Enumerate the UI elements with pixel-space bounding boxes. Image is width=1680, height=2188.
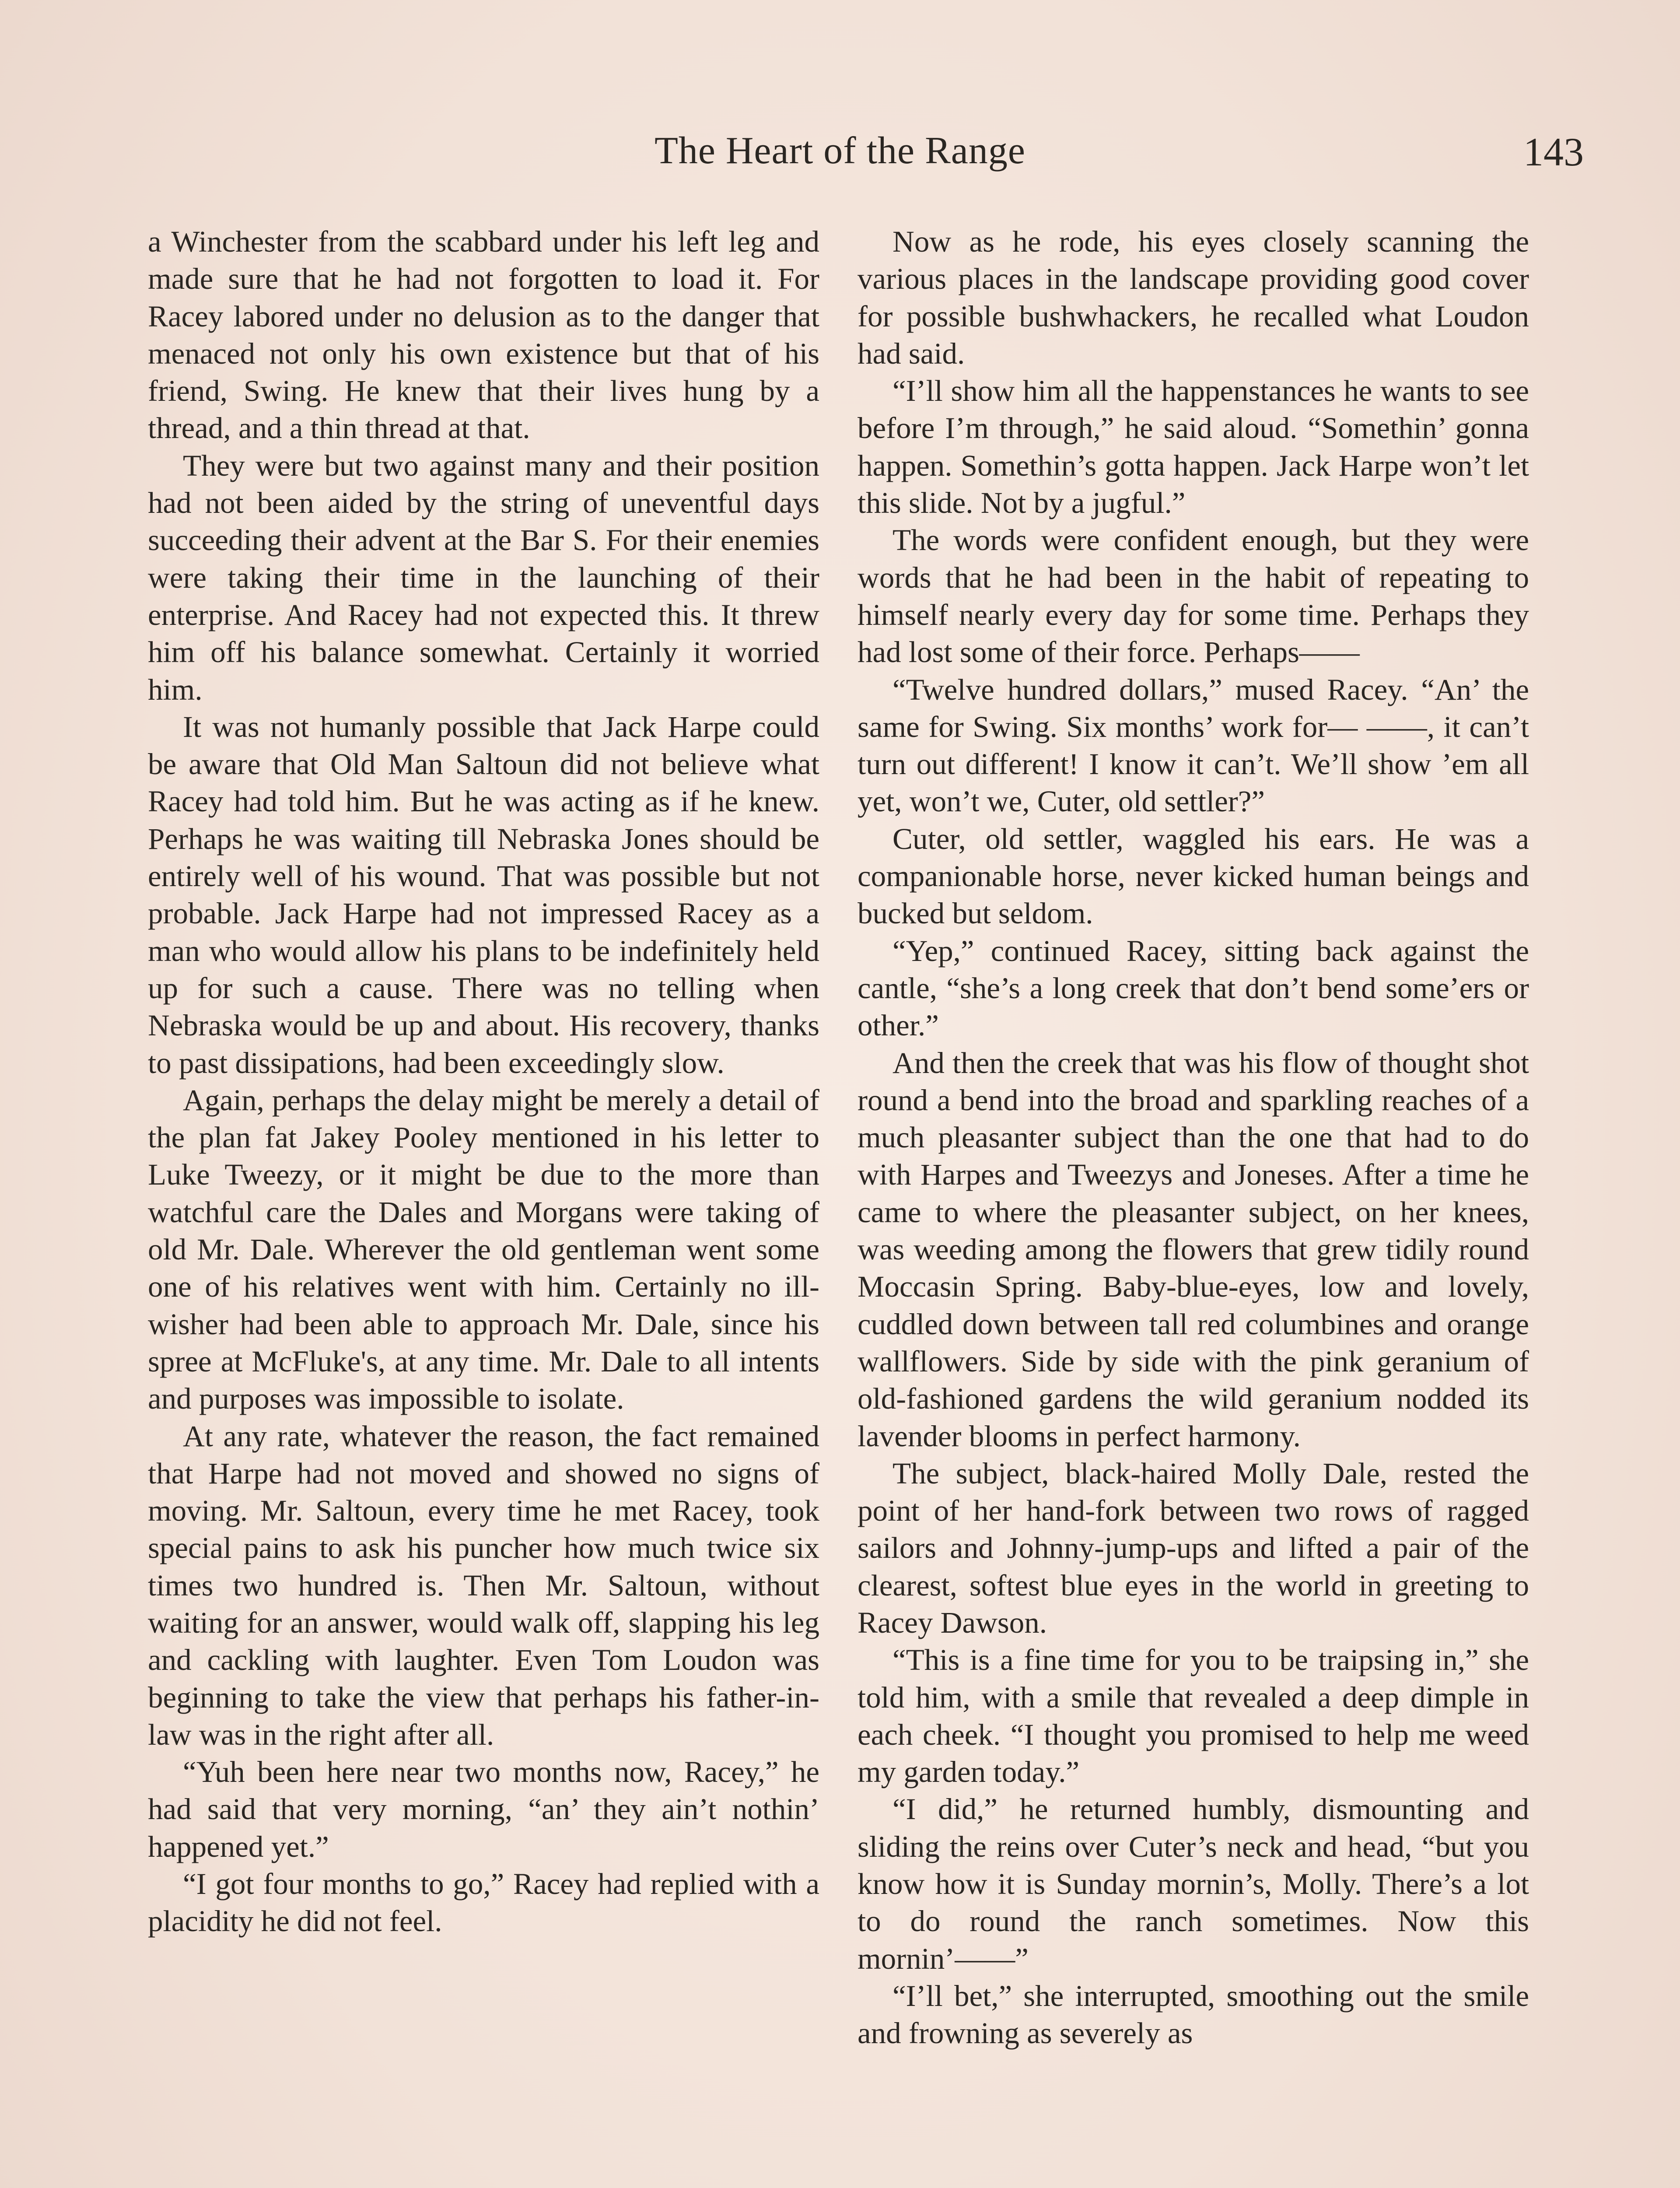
left-column <box>148 223 819 1940</box>
paragraph: “I got four months to go,” Racey had replied with a placidity he did not feel. <box>148 1867 819 1938</box>
paragraph: “Yuh been here near two months now, Racey,” he had said that very morning, “an’ they ain’t nothin’ happened yet.” <box>148 1755 819 1863</box>
paragraph: It was not humanly possible that Jack Harpe could be aware that Old Man Saltoun did not believe what Racey had told him. But he was acting as if he knew. Perhaps he was waiting till Nebraska Jones should be entirely well of his wound. That was possible but not probable. Jack Harpe had not impressed Racey as a man who would allow his plans to be indefinitely held up for such a cause. There was no telling when Nebraska would be up and about. His recovery, thanks to past dissipations, had been exceedingly slow. <box>148 710 819 1080</box>
paragraph: “I’ll show him all the happenstances he wants to see before I’m through,” he said aloud. “Somethin’ gonna happen. Somethin’s gotta happen. Jack Harpe won’t let this slide. Not by a jugful.” <box>858 374 1529 520</box>
paragraph: “This is a fine time for you to be traipsing in,” she told him, with a smile that revealed a deep dimple in each cheek. “I thought you promised to help me weed my garden today.” <box>858 1643 1529 1789</box>
paragraph: The subject, black-haired Molly Dale, rested the point of her hand-fork between two rows of ragged sailors and Johnny-jump-ups and lifted a pair of the clearest, softest blue eyes in the world in greeting to Racey Dawson. <box>858 1456 1529 1639</box>
paragraph: The words were confident enough, but they were words that he had been in the habit of repeating to himself nearly every day for some time. Perhaps they had lost some of their force. Perhaps—— <box>858 523 1529 669</box>
paragraph: At any rate, whatever the reason, the fact remained that Harpe had not moved and showed no signs of moving. Mr. Saltoun, every time he met Racey, took special pains to ask his puncher how much twice six times two hundred is. Then Mr. Saltoun, without waiting for an answer, would walk off, slapping his leg and cackling with laughter. Even Tom Loudon was beginning to take the view that perhaps his father-in-law was in the right after all. <box>148 1419 819 1751</box>
paragraph: a Winchester from the scabbard under his left leg and made sure that he had not forgotten to load it. For Racey labored under no delusion as to the danger that menaced not only his own existence but that of his friend, Swing. He knew that their lives hung by a thread, and a thin thread at that. <box>148 225 819 445</box>
paragraph: Again, perhaps the delay might be merely a detail of the plan fat Jakey Pooley mentioned in his letter to Luke Tweezy, or it might be due to the more than watchful care the Dales and Morgans were taking of old Mr. Dale. Wherever the old gentleman went some one of his relatives went with him. Certainly no ill-wisher had been able to approach Mr. Dale, since his spree at McFluke's, at any time. Mr. Dale to all intents and purposes was impossible to isolate. <box>148 1083 819 1416</box>
running-title: The Heart of the Range <box>654 130 1026 172</box>
paragraph: “I’ll bet,” she interrupted, smoothing out the smile and frowning as severely as <box>858 1979 1529 2050</box>
paragraph: Cuter, old settler, waggled his ears. He was a companionable horse, never kicked human beings and bucked but seldom. <box>858 822 1529 930</box>
paragraph: Now as he rode, his eyes closely scanning the various places in the landscape providing good cover for possible bushwhackers, he recalled what Loudon had said. <box>858 225 1529 370</box>
paragraph: “I did,” he returned humbly, dismounting and sliding the reins over Cuter’s neck and head, “but you know how it is Sunday mornin’s, Molly. There’s a lot to do round the ranch sometimes. Now this mornin’——” <box>858 1792 1529 1975</box>
page-number: 143 <box>1523 130 1584 174</box>
paragraph: They were but two against many and their position had not been aided by the string of uneventful days succeeding their advent at the Bar S. For their enemies were taking their time in the launching of their enterprise. And Racey had not expected this. It threw him off his balance somewhat. Certainly it worried him. <box>148 449 819 706</box>
paragraph: “Twelve hundred dollars,” mused Racey. “An’ the same for Swing. Six months’ work for— ——, it can’t turn out different! I know it can’t. We’ll show ’em all yet, won’t we, Cuter, old settler?” <box>858 673 1529 818</box>
paragraph: And then the creek that was his flow of thought shot round a bend into the broad and sparkling reaches of a much pleasanter subject than the one that had to do with Harpes and Tweezys and Joneses. After a time he came to where the pleasanter subject, on her knees, was weeding among the flowers that grew tidily round Moccasin Spring. Baby-blue-eyes, low and lovely, cuddled down between tall red columbines and orange wallflowers. Side by side with the pink geranium of old-fashioned gardens the wild geranium nodded its lavender blooms in perfect harmony. <box>858 1046 1529 1453</box>
right-column <box>858 223 1529 2052</box>
paragraph: “Yep,” continued Racey, sitting back against the cantle, “she’s a long creek that don’t bend some’ers or other.” <box>858 934 1529 1042</box>
